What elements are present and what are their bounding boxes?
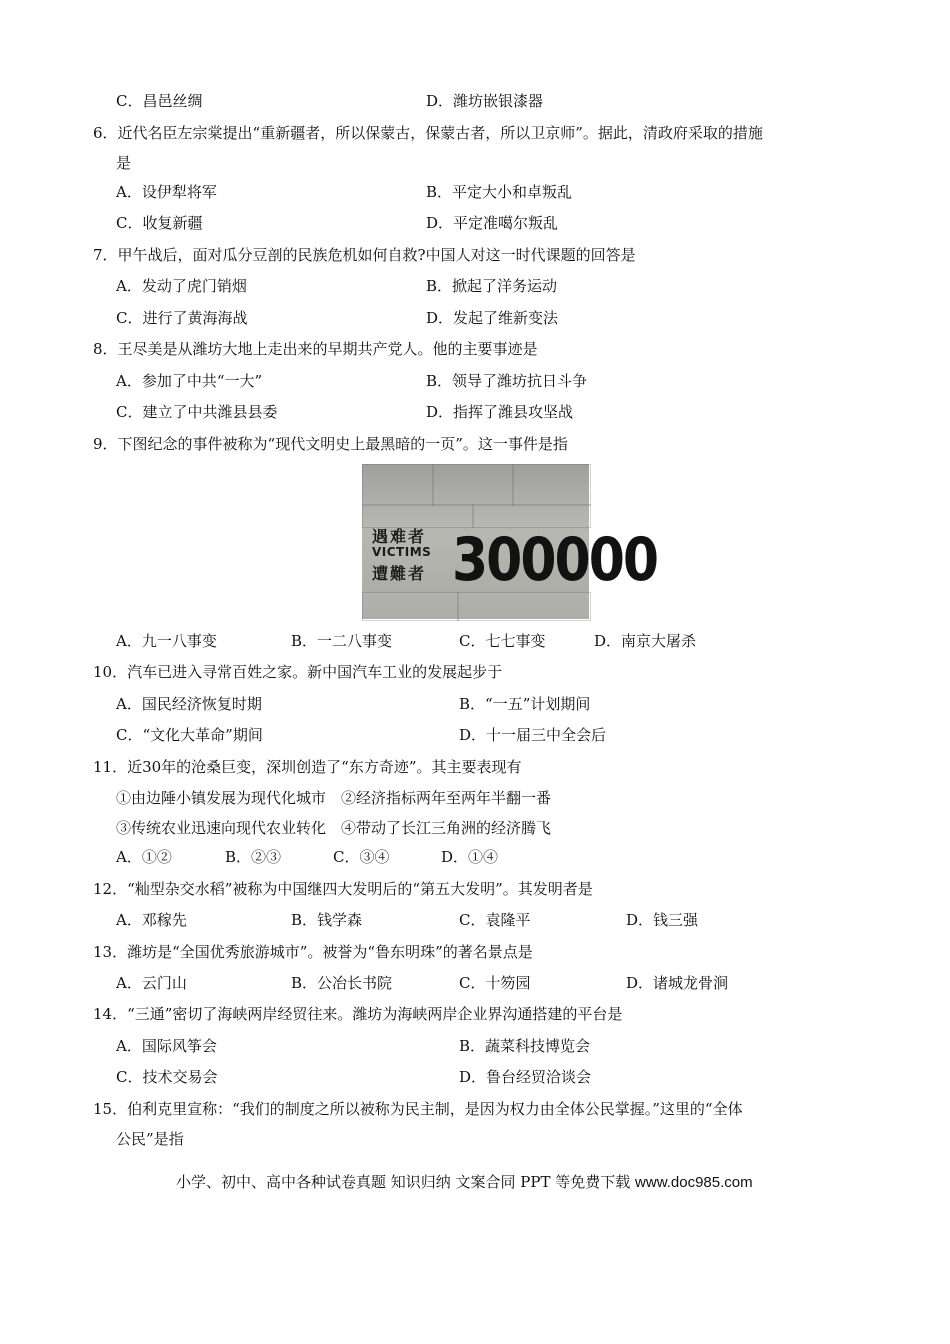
q14-option-a: A．国际风筝会: [116, 1037, 217, 1055]
inscription-cn-simplified: 遇难者: [372, 527, 427, 546]
wall-stone-block: [362, 592, 459, 621]
q9-option-a: A．九一八事变: [116, 632, 217, 650]
q13-stem: 13．潍坊是“全国优秀旅游城市”。被誉为“鲁东明珠”的著名景点是: [93, 943, 533, 961]
q9-option-b: B．一二八事变: [291, 632, 393, 650]
q10-option-b: B．“一五”计划期间: [459, 695, 591, 713]
q12-option-a: A．邓稼先: [116, 911, 187, 929]
q6-option-a: A．设伊犁将军: [116, 183, 217, 201]
q14-option-d: D．鲁台经贸洽谈会: [459, 1068, 592, 1086]
q5-option-c: C．昌邑丝绸: [116, 92, 203, 110]
inscription-number: 300000: [452, 525, 658, 595]
q11-option-a: A．①②: [116, 848, 172, 866]
q12-option-c: C．袁隆平: [459, 911, 531, 929]
memorial-inscription: [368, 524, 658, 595]
wall-stone-block: [432, 464, 514, 506]
wall-stone-block: [457, 592, 591, 621]
footer-text: 小学、初中、高中各种试卷真题 知识归纳 文案合同 PPT 等免费下载: [176, 1173, 631, 1191]
q7-option-a: A．发动了虎门销烟: [116, 277, 247, 295]
q8-stem: 8．王尽美是从潍坊大地上走出来的早期共产党人。他的主要事迹是: [93, 340, 538, 358]
inscription-cn-traditional: 遭難者: [372, 564, 427, 583]
q8-option-b: B．领导了潍坊抗日斗争: [426, 372, 588, 390]
q9-stem: 9．下图纪念的事件被称为“现代文明史上最黑暗的一页”。这一事件是指: [93, 435, 568, 453]
q8-option-d: D．指挥了潍县攻坚战: [426, 403, 574, 421]
q11-items-line1: ①由边陲小镇发展为现代化城市 ②经济指标两年至两年半翻一番: [116, 789, 552, 807]
q13-option-c: C．十笏园: [459, 974, 531, 992]
q7-option-d: D．发起了维新变法: [426, 309, 559, 327]
q8-option-a: A．参加了中共“一大”: [116, 372, 263, 390]
q9-option-c: C．七七事变: [459, 632, 546, 650]
footer-link[interactable]: www.doc985.com: [635, 1174, 753, 1191]
q7-option-c: C．进行了黄海海战: [116, 309, 248, 327]
inscription-en: VICTIMS: [372, 545, 432, 559]
q13-option-d: D．诸城龙骨涧: [626, 974, 729, 992]
q14-stem: 14．“三通”密切了海峡两岸经贸往来。潍坊为海峡两岸企业界沟通搭建的平台是: [93, 1005, 623, 1023]
q14-option-c: C．技术交易会: [116, 1068, 218, 1086]
q10-option-d: D．十一届三中全会后: [459, 726, 607, 744]
q8-option-c: C．建立了中共潍县县委: [116, 403, 278, 421]
q13-option-a: A．云门山: [116, 974, 187, 992]
q14-option-b: B．蔬菜科技博览会: [459, 1037, 591, 1055]
memorial-wall-photo: [362, 464, 658, 619]
q11-option-b: B．②③: [225, 848, 282, 866]
q15-stem-line2: 公民”是指: [116, 1130, 184, 1148]
wall-stone-block: [512, 464, 591, 506]
q7-stem: 7．甲午战后，面对瓜分豆剖的民族危机如何自救?中国人对这一时代课题的回答是: [93, 246, 636, 264]
q7-option-b: B．掀起了洋务运动: [426, 277, 558, 295]
q11-option-c: C．③④: [333, 848, 390, 866]
q10-stem: 10．汽车已进入寻常百姓之家。新中国汽车工业的发展起步于: [93, 663, 503, 681]
q13-option-b: B．公冶长书院: [291, 974, 393, 992]
q6-stem-line2: 是: [116, 154, 132, 172]
q6-option-d: D．平定准噶尔叛乱: [426, 214, 559, 232]
q12-option-d: D．钱三强: [626, 911, 699, 929]
wall-stone-block: [362, 464, 434, 506]
q6-stem-line1: 6．近代名臣左宗棠提出“重新疆者，所以保蒙古，保蒙古者，所以卫京师”。据此，清政府采取的措施: [93, 124, 763, 142]
page-footer: [176, 1171, 753, 1192]
q11-stem: 11．近30年的沧桑巨变，深圳创造了“东方奇迹”。其主要表现有: [93, 758, 522, 776]
q12-option-b: B．钱学森: [291, 911, 363, 929]
q11-items-line2: ③传统农业迅速向现代农业转化 ④带动了长江三角洲的经济腾飞: [116, 819, 552, 837]
q6-option-b: B．平定大小和卓叛乱: [426, 183, 573, 201]
q6-option-c: C．收复新疆: [116, 214, 203, 232]
q12-stem: 12．“籼型杂交水稻”被称为中国继四大发明后的“第五大发明”。其发明者是: [93, 880, 593, 898]
q11-option-d: D．①④: [441, 848, 499, 866]
q5-option-d: D．潍坊嵌银漆器: [426, 92, 544, 110]
q9-option-d: D．南京大屠杀: [594, 632, 697, 650]
q15-stem-line1: 15．伯利克里宣称：“我们的制度之所以被称为民主制，是因为权力由全体公民掌握。”这里的“全体: [93, 1100, 743, 1118]
q10-option-a: A．国民经济恢复时期: [116, 695, 262, 713]
q10-option-c: C．“文化大革命”期间: [116, 726, 263, 744]
